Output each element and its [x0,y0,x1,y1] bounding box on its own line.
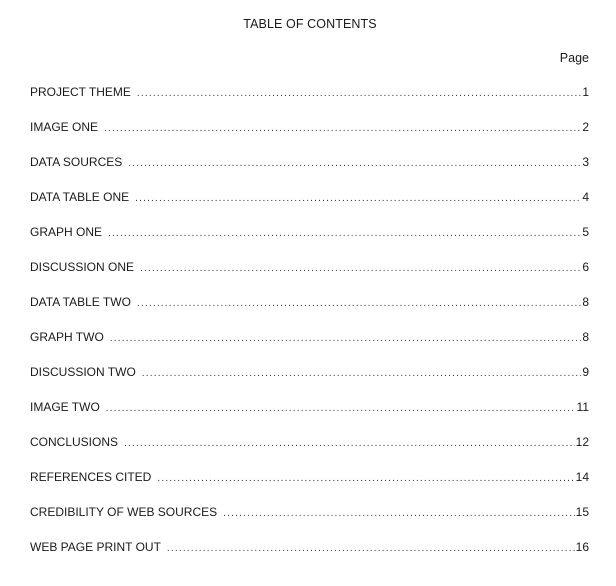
dot-leader [223,508,574,519]
dot-leader [104,123,581,134]
toc-entry-page-number: 12 [575,435,589,449]
dot-leader [142,368,582,379]
toc-entry-page-number: 3 [582,155,589,169]
dot-leader [137,298,581,309]
toc-entry-conclusions[interactable] [30,435,589,470]
toc-entry-references-cited[interactable] [30,470,589,505]
toc-entry-label: DATA TABLE TWO [30,295,131,309]
toc-entry-label: DATA SOURCES [30,155,123,169]
toc-entry-image-one[interactable] [30,120,589,155]
toc-entry-image-two[interactable] [30,400,589,435]
dot-leader [124,438,575,449]
toc-entry-page-number: 9 [582,365,589,379]
toc-entry-label: DISCUSSION TWO [30,365,136,379]
toc-entry-page-number: 1 [582,85,589,99]
toc-entry-discussion-two[interactable] [30,365,589,400]
toc-entry-label: IMAGE TWO [30,400,100,414]
toc-entry-label: GRAPH ONE [30,225,103,239]
toc-entry-page-number: 4 [582,190,589,204]
dot-leader [106,403,576,414]
toc-entry-project-theme[interactable] [30,85,589,120]
toc-entry-page-number: 8 [582,295,589,309]
document-title: TABLE OF CONTENTS [243,17,377,31]
dot-leader [108,228,581,239]
dot-leader [157,473,574,484]
toc-entry-graph-one[interactable] [30,225,589,260]
toc-entry-page-number: 14 [575,470,589,484]
dot-leader [110,333,582,344]
dot-leader [167,543,575,554]
toc-entry-graph-two[interactable] [30,330,589,365]
dot-leader [137,88,581,99]
toc-entry-label: IMAGE ONE [30,120,99,134]
toc-entry-page-number: 2 [582,120,589,134]
toc-entry-label: REFERENCES CITED [30,470,152,484]
dot-leader [135,193,581,204]
toc-entry-discussion-one[interactable] [30,260,589,295]
toc-entry-page-number: 15 [575,505,589,519]
toc-entry-label: WEB PAGE PRINT OUT [30,540,161,554]
toc-entry-page-number: 11 [576,400,589,414]
toc-entry-label: GRAPH TWO [30,330,104,344]
toc-entry-data-sources[interactable] [30,155,589,190]
toc-entry-page-number: 6 [582,260,589,274]
toc-entry-label: CREDIBILITY OF WEB SOURCES [30,505,218,519]
toc-entry-label: DATA TABLE ONE [30,190,130,204]
toc-entry-page-number: 16 [575,540,589,554]
table-of-contents [30,85,589,575]
toc-entry-label: DISCUSSION ONE [30,260,135,274]
toc-entry-credibility-of-web-sources[interactable] [30,505,589,540]
toc-entry-label: PROJECT THEME [30,85,131,99]
toc-entry-web-page-print-out[interactable] [30,540,589,575]
toc-entry-data-table-one[interactable] [30,190,589,225]
toc-entry-page-number: 5 [582,225,589,239]
page-column-header: Page [559,51,589,65]
toc-entry-label: CONCLUSIONS [30,435,119,449]
dot-leader [128,158,581,169]
toc-entry-page-number: 8 [582,330,589,344]
dot-leader [140,263,581,274]
toc-entry-data-table-two[interactable] [30,295,589,330]
